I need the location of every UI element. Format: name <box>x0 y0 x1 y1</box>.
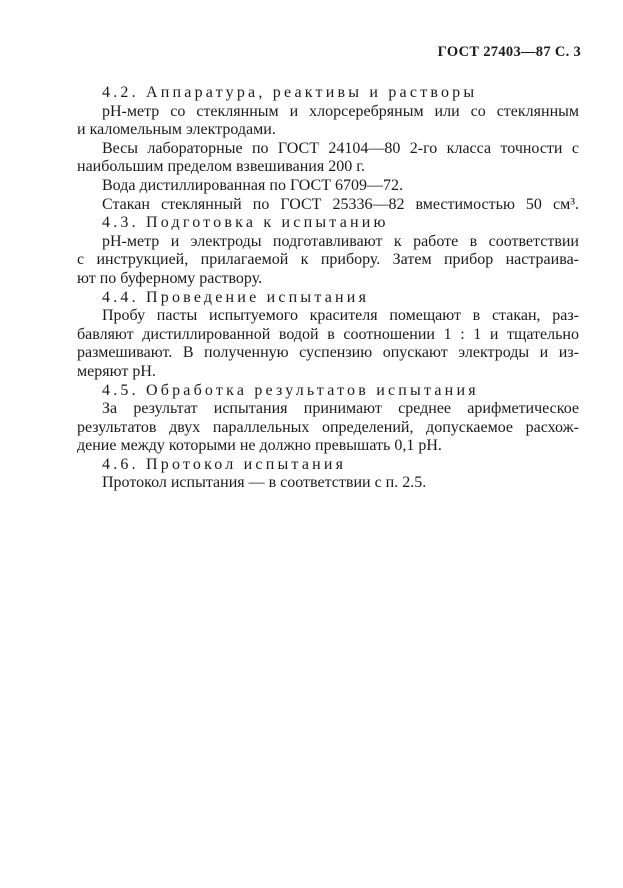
text-line: ют по буферному раствору. <box>77 269 263 287</box>
section-heading: 4.3. Подготовка к испытанию <box>102 214 389 232</box>
text-line: дение между которыми не должно превышать 0,1 рН. <box>77 437 442 455</box>
page-header: ГОСТ 27403—87 С. 3 <box>437 44 581 60</box>
text-line: размешивают. В полученную суспензию опускают электроды и из- <box>77 344 579 362</box>
text-line: Стакан стеклянный по ГОСТ 25336—82 вместимостью 50 см³. <box>102 195 579 213</box>
text-line: рН-метр и электроды подготавливают к работе в соответствии <box>102 232 579 250</box>
text-line: результатов двух параллельных определений, допускаемое расхож- <box>77 418 579 436</box>
text-line: бавляют дистиллированной водой в соотношении 1 : 1 и тщательно <box>77 325 579 343</box>
text-line: меряют рН. <box>77 362 156 380</box>
document-body <box>77 84 579 493</box>
text-line: и каломельным электродами. <box>77 121 276 139</box>
text-line: Вода дистиллированная по ГОСТ 6709—72. <box>102 176 403 194</box>
text-line: За результат испытания принимают среднее арифметическое <box>102 400 579 418</box>
text-line: с инструкцией, прилагаемой к прибору. Затем прибор настраива- <box>77 251 579 269</box>
text-line: наибольшим пределом взвешивания 200 г. <box>77 158 365 176</box>
text-line: Протокол испытания — в соответствии с п. 2.5. <box>102 474 427 492</box>
section-heading: 4.5. Обработка результатов испытания <box>102 381 479 399</box>
section-heading: 4.6. Протокол испытания <box>102 455 347 473</box>
text-line: Весы лабораторные по ГОСТ 24104—80 2-го класса точности с <box>102 139 579 157</box>
section-heading: 4.2. Аппаратура, реактивы и растворы <box>102 84 478 101</box>
section-heading: 4.4. Проведение испытания <box>102 288 370 306</box>
text-line: Пробу пасты испытуемого красителя помещают в стакан, раз- <box>102 307 579 325</box>
text-line: рН-метр со стеклянным и хлорсеребряным или со стеклянным <box>102 102 579 120</box>
